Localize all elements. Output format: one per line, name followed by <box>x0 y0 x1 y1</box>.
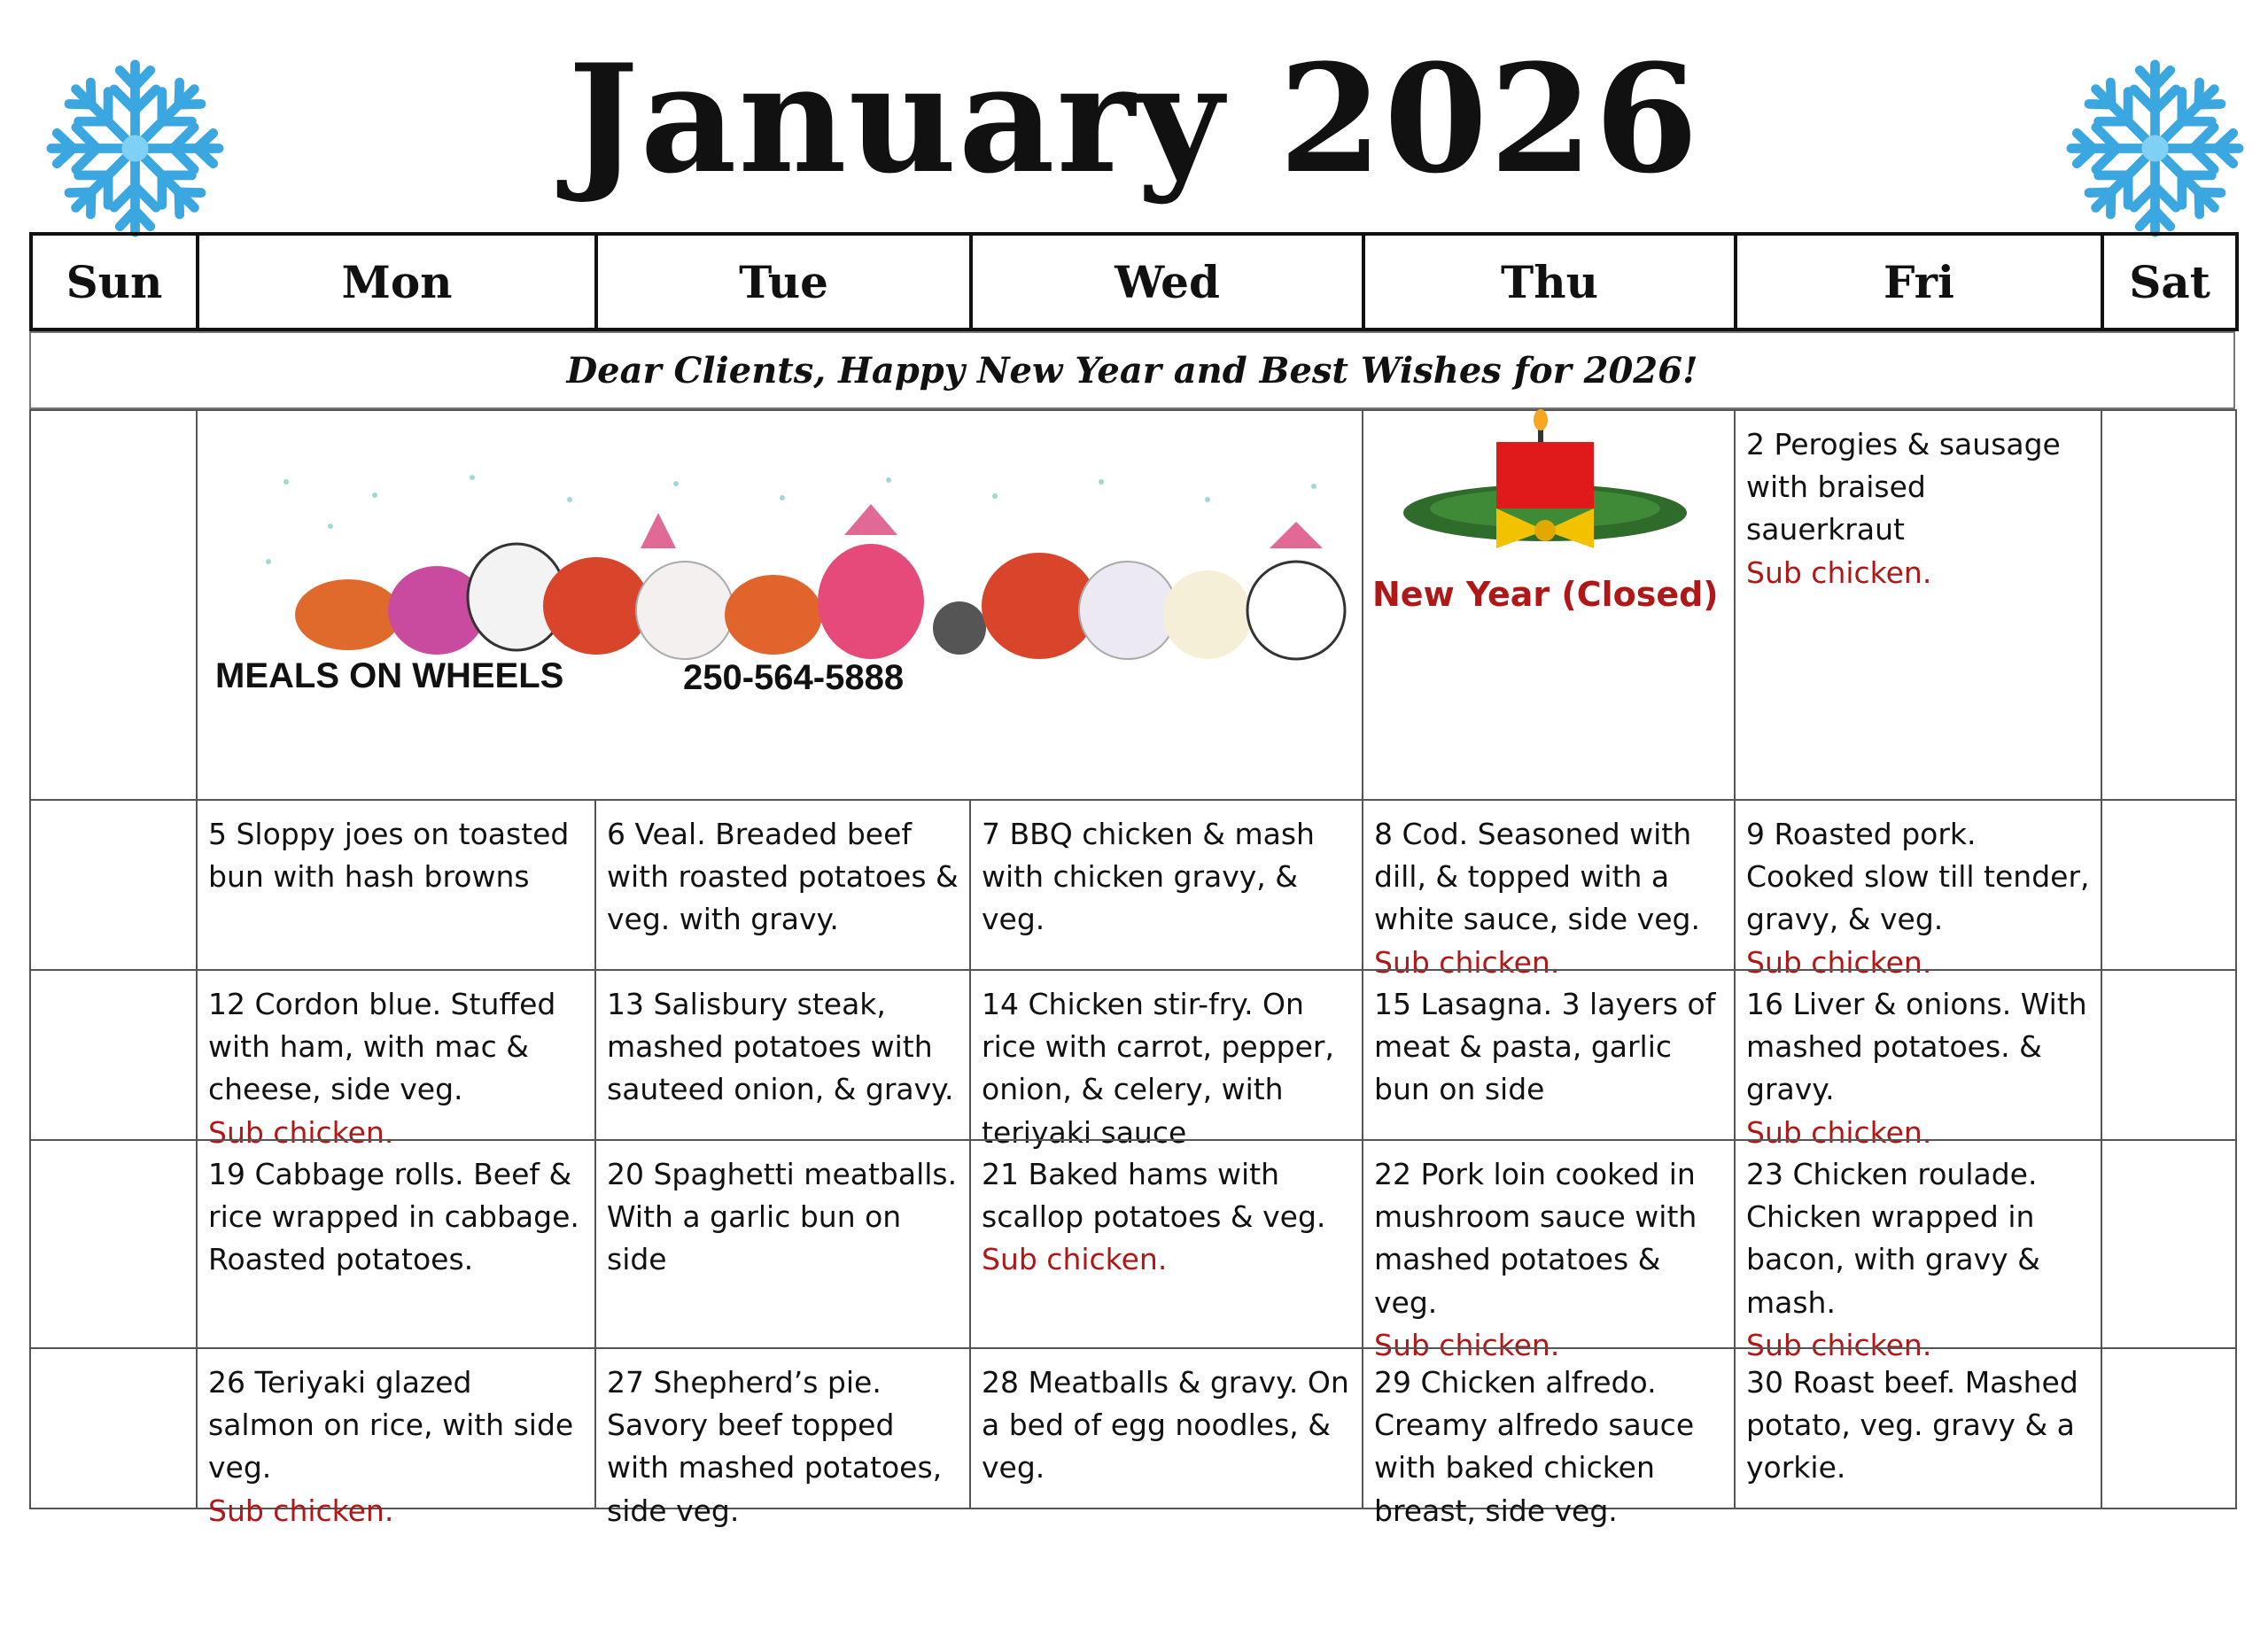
day-cell-6 <box>594 799 971 971</box>
meal-text: 22 Pork loin cooked in mushroom sauce with mashed potatoes & veg. <box>1374 1157 1697 1320</box>
meal-text: 19 Cabbage rolls. Beef & rice wrapped in cabbage. Roasted potatoes. <box>208 1157 579 1277</box>
meal-text: 15 Lasagna. 3 layers of meat & pasta, garlic bun on side <box>1374 987 1716 1107</box>
day-cell-26 <box>196 1347 596 1528</box>
meals-on-wheels-intro <box>196 409 1363 801</box>
day-cell-2 <box>1734 409 2102 801</box>
sub-chicken-note: Sub chicken. <box>1746 1114 1932 1150</box>
meal-text: 14 Chicken stir-fry. On rice with carrot, pepper, onion, & celery, with teriyaki sauce <box>982 987 1334 1150</box>
day-cell-5 <box>196 799 596 971</box>
meal-text: 28 Meatballs & gravy. On a bed of egg noodles, & veg. <box>982 1365 1349 1485</box>
sub-chicken-note: Sub chicken. <box>208 1493 394 1528</box>
day-cell-22 <box>1362 1139 1736 1362</box>
meal-text: 8 Cod. Seasoned with dill, & topped with a white sauce, side veg. <box>1374 817 1700 937</box>
meal-text: 27 Shepherd’s pie. Savory beef topped with mashed potatoes, side veg. <box>607 1365 943 1528</box>
day-cell-7 <box>969 799 1363 971</box>
day-cell-empty <box>29 799 198 971</box>
sub-chicken-note: Sub chicken. <box>208 1114 394 1150</box>
meal-text: 23 Chicken roulade. Chicken wrapped in bacon, with gravy & mash. <box>1746 1157 2040 1320</box>
day-cell-27 <box>594 1347 971 1528</box>
weekday-header-row <box>29 232 2235 331</box>
weekday-thu: Thu <box>1362 232 1737 331</box>
greeting-banner <box>29 331 2235 409</box>
day-cell-8 <box>1362 799 1736 980</box>
meal-text: 26 Teriyaki glazed salmon on rice, with side veg. <box>208 1365 574 1485</box>
day-cell-empty <box>2101 1139 2237 1349</box>
service-name: MEALS ON WHEELS <box>215 656 564 695</box>
day-cell-23 <box>1734 1139 2102 1362</box>
day-cell-15 <box>1362 969 1736 1141</box>
day-cell-new-year <box>1362 409 1736 801</box>
weekday-mon: Mon <box>196 232 598 331</box>
day-cell-empty <box>29 1139 198 1349</box>
day-cell-empty <box>29 409 198 801</box>
day-cell-empty <box>2101 969 2237 1141</box>
day-cell-29 <box>1362 1347 1736 1528</box>
day-cell-empty <box>2101 409 2237 801</box>
meal-text: 13 Salisbury steak, mashed potatoes with sauteed onion, & gravy. <box>607 987 954 1107</box>
sub-chicken-note: Sub chicken. <box>1374 1327 1560 1362</box>
meal-text: 21 Baked hams with scallop potatoes & veg. <box>982 1157 1326 1235</box>
sub-chicken-note: Sub chicken. <box>982 1242 1168 1277</box>
weekday-wed: Wed <box>969 232 1365 331</box>
calendar-grid <box>29 409 2235 1528</box>
weekday-sat: Sat <box>2101 232 2239 331</box>
meal-text: 30 Roast beef. Mashed potato, veg. gravy & a yorkie. <box>1746 1365 2078 1485</box>
day-cell-14 <box>969 969 1363 1150</box>
sub-chicken-note: Sub chicken. <box>1746 944 1932 980</box>
day-cell-21 <box>969 1139 1363 1349</box>
day-cell-20 <box>594 1139 971 1349</box>
day-cell-30 <box>1734 1347 2102 1509</box>
calendar <box>29 232 2235 1528</box>
meal-text: 9 Roasted pork. Cooked slow till tender, gravy, & veg. <box>1746 817 2090 937</box>
sub-chicken-note: Sub chicken. <box>1746 1327 1932 1362</box>
meal-text: 29 Chicken alfredo. Creamy alfredo sauce with baked chicken breast, side veg. <box>1374 1365 1695 1528</box>
dogs-illustration <box>251 464 1358 668</box>
day-cell-28 <box>969 1347 1363 1509</box>
meal-text: 20 Spaghetti meatballs. With a garlic bun on side <box>607 1157 958 1277</box>
day-cell-9 <box>1734 799 2102 980</box>
meal-text: 12 Cordon blue. Stuffed with ham, with mac & cheese, side veg. <box>208 987 556 1107</box>
day-cell-empty <box>29 1347 198 1509</box>
day-cell-12 <box>196 969 596 1150</box>
sub-chicken-note: Sub chicken. <box>1374 944 1560 980</box>
phone-number: 250-564-5888 <box>683 658 905 697</box>
day-cell-empty <box>29 969 198 1141</box>
candle-wreath-illustration <box>1390 411 1700 570</box>
meal-text: 5 Sloppy joes on toasted bun with hash browns <box>208 817 570 895</box>
page-title: January 2026 <box>568 31 1700 206</box>
day-cell-13 <box>594 969 971 1141</box>
day-cell-empty <box>2101 799 2237 971</box>
meal-text: 2 Perogies & sausage with braised sauerkraut <box>1746 427 2061 547</box>
day-cell-16 <box>1734 969 2102 1150</box>
new-year-closed-label: New Year (Closed) <box>1372 575 1719 614</box>
weekday-sun: Sun <box>29 232 199 331</box>
weekday-tue: Tue <box>594 232 973 331</box>
sub-chicken-note: Sub chicken. <box>1746 555 1932 590</box>
meal-text: 7 BBQ chicken & mash with chicken gravy, & veg. <box>982 817 1315 937</box>
day-cell-19 <box>196 1139 596 1349</box>
weekday-fri: Fri <box>1734 232 2104 331</box>
greeting-text: Dear Clients, Happy New Year and Best Wishes for 2026! <box>566 349 1698 392</box>
meal-text: 6 Veal. Breaded beef with roasted potatoes & veg. with gravy. <box>607 817 959 937</box>
meal-text: 16 Liver & onions. With mashed potatoes. & gravy. <box>1746 987 2087 1107</box>
day-cell-empty <box>2101 1347 2237 1509</box>
